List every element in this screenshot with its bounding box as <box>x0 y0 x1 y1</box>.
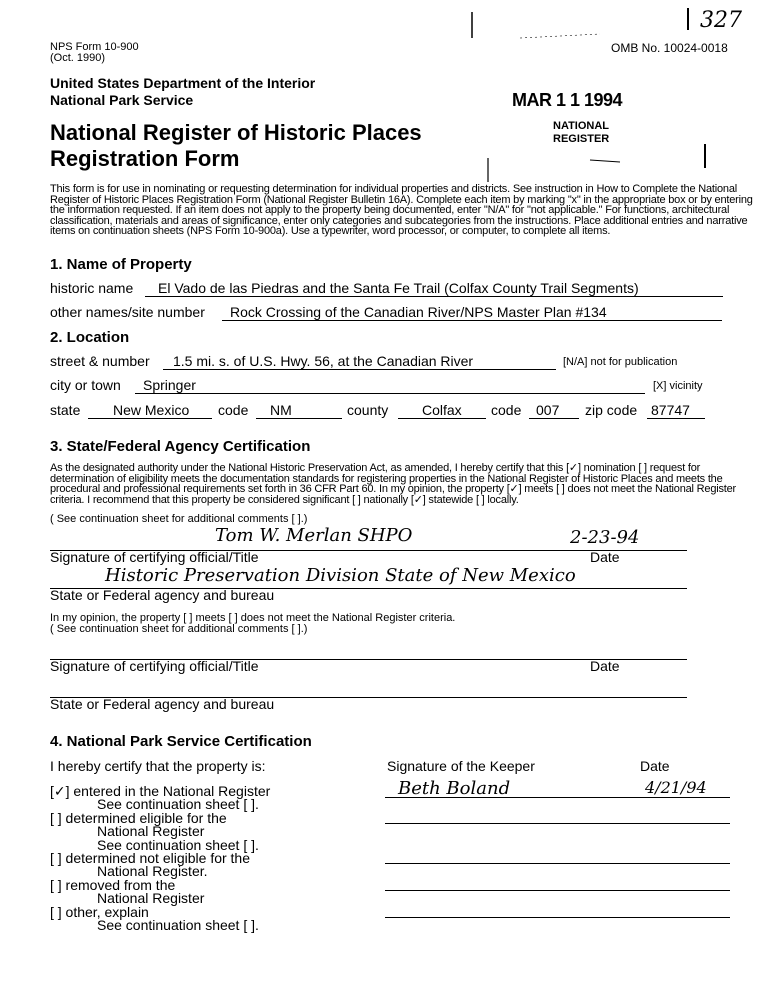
keeper-line-2 <box>385 823 730 824</box>
keeper-signature: Beth Boland <box>398 778 511 799</box>
option-other-continuation: See continuation sheet [ ]. <box>97 917 259 933</box>
handwritten-number: 327 <box>700 8 742 33</box>
form-number: NPS Form 10-900 <box>50 41 139 53</box>
state-code-label: code <box>218 402 249 418</box>
state-code-value[interactable]: NM <box>270 402 292 418</box>
received-stamp-date: MAR 1 1 1994 <box>512 90 623 110</box>
state-label: state <box>50 402 81 418</box>
form-title-line-1: National Register of Historic Places <box>50 120 422 145</box>
county-code-value[interactable]: 007 <box>536 402 560 418</box>
vicinity-checkbox[interactable]: [X] vicinity <box>653 380 703 392</box>
historic-name-line <box>145 296 723 297</box>
option-not-eligible[interactable]: [ ] determined not eligible for the <box>50 850 251 866</box>
option-eligible[interactable]: [ ] determined eligible for the <box>50 810 227 826</box>
certifying-agency: Historic Preservation Division State of New Mexico <box>105 565 576 586</box>
keeper-date-label: Date <box>640 758 670 774</box>
county-value[interactable]: Colfax <box>422 402 462 418</box>
keeper-date: 4/21/94 <box>645 778 707 797</box>
keeper-label: Signature of the Keeper <box>387 758 535 774</box>
zip-value[interactable]: 87747 <box>651 402 690 418</box>
historic-name-label: historic name <box>50 280 134 296</box>
instructions-paragraph: This form is for use in nominating or requesting determination for individual properties and districts. See instruction in How to Complete the National Register of Historic Places Registration Form (National Register Bulletin 16A). Complete each item by marking "x" in the appropriate box or by entering the information requested. If an item does not apply to the property being documented, enter "N/A" for "not applicable." For functions, architectural classification, materials and areas of significance, enter only categories and subcategories from the instructions. Place additional entries and narrative items on continuation sheets (NPS Form 10-900a). Use a typewriter, word processor, or computer, to complete all items. <box>50 183 753 237</box>
signature-label: Signature of certifying official/Title <box>50 549 259 565</box>
agency-2-label: State or Federal agency and bureau <box>50 696 275 712</box>
section-3-heading: 3. State/Federal Agency Certification <box>50 438 311 455</box>
keeper-line-4 <box>385 890 730 891</box>
county-code-line <box>529 418 579 419</box>
agency-label: State or Federal agency and bureau <box>50 587 275 603</box>
nps-intro: I hereby certify that the property is: <box>50 758 266 774</box>
street-line <box>163 369 556 370</box>
historic-name-value[interactable]: El Vado de las Piedras and the Santa Fe Trail (Colfax County Trail Segments) <box>158 280 639 296</box>
option-entered[interactable]: [✓] entered in the National Register <box>50 783 271 799</box>
section-2-heading: 2. Location <box>50 329 130 346</box>
state-code-line <box>256 418 342 419</box>
street-value[interactable]: 1.5 mi. s. of U.S. Hwy. 56, at the Canadian River <box>173 353 474 369</box>
state-line <box>88 418 212 419</box>
option-entered-continuation: See continuation sheet [ ]. <box>97 796 259 812</box>
date-label: Date <box>590 549 620 565</box>
received-stamp-label-2: REGISTER <box>553 133 610 145</box>
certification-paragraph: As the designated authority under the National Historic Preservation Act, as amended, I hereby certify that this [✓] nomination [ ] request for determination of eligibility meets the documentation standards for registering properties in the National Register of Historic Places and meets the procedural and professional requirements set forth in 36 CFR Part 60. In my opinion, the property [✓] meets [ ] does not meet the National Register criteria. I recommend that this property be considered significant [ ] nationally [✓] statewide [ ] locally. <box>50 462 737 506</box>
option-eligible-sub: National Register <box>97 823 205 839</box>
omb-number: OMB No. 10024-0018 <box>611 41 728 55</box>
opinion-text: In my opinion, the property [ ] meets [ ] does not meet the National Register criteria. <box>50 612 456 624</box>
option-not-eligible-sub: National Register. <box>97 863 208 879</box>
other-names-value[interactable]: Rock Crossing of the Canadian River/NPS Master Plan #134 <box>230 304 607 320</box>
option-eligible-continuation: See continuation sheet [ ]. <box>97 837 259 853</box>
zip-line <box>647 418 705 419</box>
continuation-note: ( See continuation sheet for additional comments [ ].) <box>50 513 308 525</box>
date-2-label: Date <box>590 658 620 674</box>
city-line <box>135 393 645 394</box>
opinion-note: ( See continuation sheet for additional comments [ ].) <box>50 623 308 635</box>
street-label: street & number <box>50 353 150 369</box>
other-names-label: other names/site number <box>50 304 205 320</box>
signature-2-label: Signature of certifying official/Title <box>50 658 259 674</box>
option-removed-sub: National Register <box>97 890 205 906</box>
not-for-publication[interactable]: [N/A] not for publication <box>563 356 678 368</box>
county-code-label: code <box>491 402 522 418</box>
keeper-line-5 <box>385 917 730 918</box>
keeper-line-1 <box>385 797 730 798</box>
other-names-line <box>222 320 722 321</box>
agency-line-2: National Park Service <box>50 92 194 108</box>
city-label: city or town <box>50 377 121 393</box>
city-value[interactable]: Springer <box>143 377 196 393</box>
county-line <box>398 418 486 419</box>
certifying-signature: Tom W. Merlan SHPO <box>215 525 413 546</box>
agency-line-1: United States Department of the Interior <box>50 75 316 91</box>
state-value[interactable]: New Mexico <box>113 402 190 418</box>
certifying-date: 2-23-94 <box>570 527 640 548</box>
form-date: (Oct. 1990) <box>50 52 106 64</box>
zip-label: zip code <box>585 402 638 418</box>
form-title-line-2: Registration Form <box>50 146 240 171</box>
county-label: county <box>347 402 389 418</box>
section-1-heading: 1. Name of Property <box>50 256 192 273</box>
section-4-heading: 4. National Park Service Certification <box>50 733 312 750</box>
received-stamp-label-1: NATIONAL <box>553 120 610 132</box>
option-other[interactable]: [ ] other, explain <box>50 904 149 920</box>
keeper-line-3 <box>385 863 730 864</box>
option-removed[interactable]: [ ] removed from the <box>50 877 176 893</box>
